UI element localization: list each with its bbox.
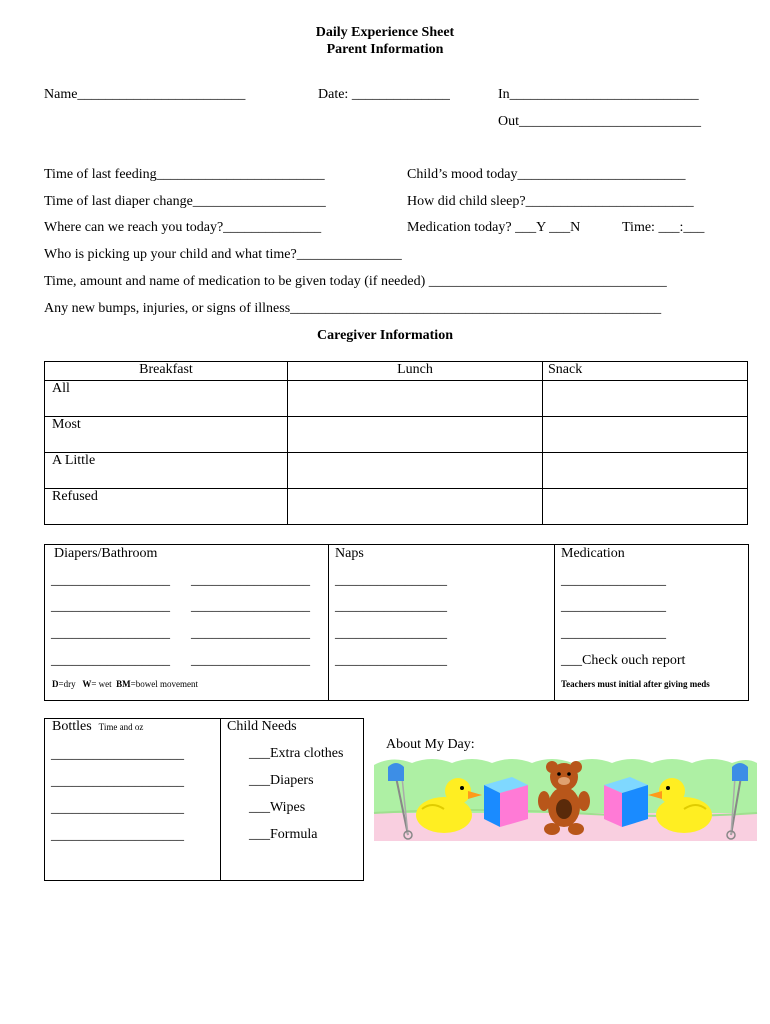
bottle-entry[interactable]: ___________________ xyxy=(51,774,184,789)
diaper-entry[interactable]: _________________ xyxy=(51,599,170,614)
diaper-entry[interactable]: _________________ xyxy=(51,626,170,641)
medication-entry[interactable]: _______________ xyxy=(561,626,666,641)
toy-block-icon xyxy=(604,777,648,827)
bottles-subtitle: Time and oz xyxy=(98,722,144,732)
diaper-entry[interactable]: _________________ xyxy=(191,599,310,614)
bottle-entry[interactable]: ___________________ xyxy=(51,828,184,843)
child-needs-title: Child Needs xyxy=(227,719,297,734)
need-formula[interactable]: ___Formula xyxy=(249,827,318,842)
toy-block-icon xyxy=(484,777,528,827)
snack-cell[interactable] xyxy=(543,489,748,525)
date-field[interactable]: Date: ______________ xyxy=(318,87,450,102)
row-label-most: Most xyxy=(45,417,288,453)
snack-header: Snack xyxy=(543,362,748,381)
meals-table xyxy=(44,361,748,525)
table-row xyxy=(45,417,748,453)
lunch-header: Lunch xyxy=(288,362,543,381)
medication-entry[interactable]: _______________ xyxy=(561,599,666,614)
medication-given-field[interactable]: Time, amount and name of medication to be given today (if needed) __________________________________ xyxy=(44,274,667,289)
nap-entry[interactable]: ________________ xyxy=(335,599,447,614)
medication-title: Medication xyxy=(561,546,625,561)
table-row xyxy=(45,489,748,525)
sleep-field[interactable]: How did child sleep?________________________ xyxy=(407,194,694,209)
bumps-field[interactable]: Any new bumps, injuries, or signs of illness_____________________________________________________ xyxy=(44,301,662,316)
medication-note: Teachers must initial after giving meds xyxy=(561,679,710,689)
bottle-entry[interactable]: ___________________ xyxy=(51,801,184,816)
care-log-box xyxy=(44,544,749,701)
bottles-title: Bottles Time and oz xyxy=(52,719,144,734)
snack-cell[interactable] xyxy=(543,417,748,453)
row-label-a-little: A Little xyxy=(45,453,288,489)
need-wipes[interactable]: ___Wipes xyxy=(249,800,306,815)
snack-cell[interactable] xyxy=(543,381,748,417)
page-subtitle: Parent Information xyxy=(326,42,444,57)
need-diapers[interactable]: ___Diapers xyxy=(249,773,314,788)
lunch-cell[interactable] xyxy=(288,453,543,489)
nap-entry[interactable]: ________________ xyxy=(335,653,447,668)
diaper-entry[interactable]: _________________ xyxy=(191,653,310,668)
time-in-field[interactable]: In___________________________ xyxy=(498,87,699,102)
name-field[interactable]: Name________________________ xyxy=(44,87,246,102)
nursery-banner-image xyxy=(372,755,759,841)
diaper-entry[interactable]: _________________ xyxy=(191,573,310,588)
need-extra-clothes[interactable]: ___Extra clothes xyxy=(249,746,344,761)
diapers-title: Diapers/Bathroom xyxy=(54,546,158,561)
nap-entry[interactable]: ________________ xyxy=(335,573,447,588)
diaper-entry[interactable]: _________________ xyxy=(191,626,310,641)
naps-title: Naps xyxy=(335,546,364,561)
medication-today-field[interactable]: Medication today? ___Y ___N xyxy=(407,220,581,235)
caregiver-heading: Caregiver Information xyxy=(317,328,453,343)
nap-entry[interactable]: ________________ xyxy=(335,626,447,641)
diaper-entry[interactable]: _________________ xyxy=(51,573,170,588)
pickup-field[interactable]: Who is picking up your child and what time?_______________ xyxy=(44,247,402,262)
last-feeding-field[interactable]: Time of last feeding________________________ xyxy=(44,167,325,182)
row-label-all: All xyxy=(45,381,288,417)
bottles-needs-box xyxy=(44,718,364,881)
bottle-entry[interactable]: ___________________ xyxy=(51,747,184,762)
lunch-cell[interactable] xyxy=(288,381,543,417)
last-diaper-field[interactable]: Time of last diaper change___________________ xyxy=(44,194,326,209)
medication-time-field[interactable]: Time: ___:___ xyxy=(622,220,705,235)
table-row xyxy=(45,381,748,417)
lunch-cell[interactable] xyxy=(288,489,543,525)
lunch-cell[interactable] xyxy=(288,417,543,453)
medication-entry[interactable]: _______________ xyxy=(561,573,666,588)
breakfast-header: Breakfast xyxy=(45,362,288,381)
reach-field[interactable]: Where can we reach you today?______________ xyxy=(44,220,322,235)
child-mood-field[interactable]: Child’s mood today________________________ xyxy=(407,167,686,182)
page-title: Daily Experience Sheet xyxy=(315,25,455,40)
check-ouch-report[interactable]: ___Check ouch report xyxy=(561,653,686,668)
about-my-day-label: About My Day: xyxy=(386,737,475,752)
diaper-entry[interactable]: _________________ xyxy=(51,653,170,668)
table-row xyxy=(45,453,748,489)
snack-cell[interactable] xyxy=(543,453,748,489)
row-label-refused: Refused xyxy=(45,489,288,525)
diaper-legend: D=dry W= wet BM=bowel movement xyxy=(52,679,198,689)
time-out-field[interactable]: Out__________________________ xyxy=(498,114,701,129)
